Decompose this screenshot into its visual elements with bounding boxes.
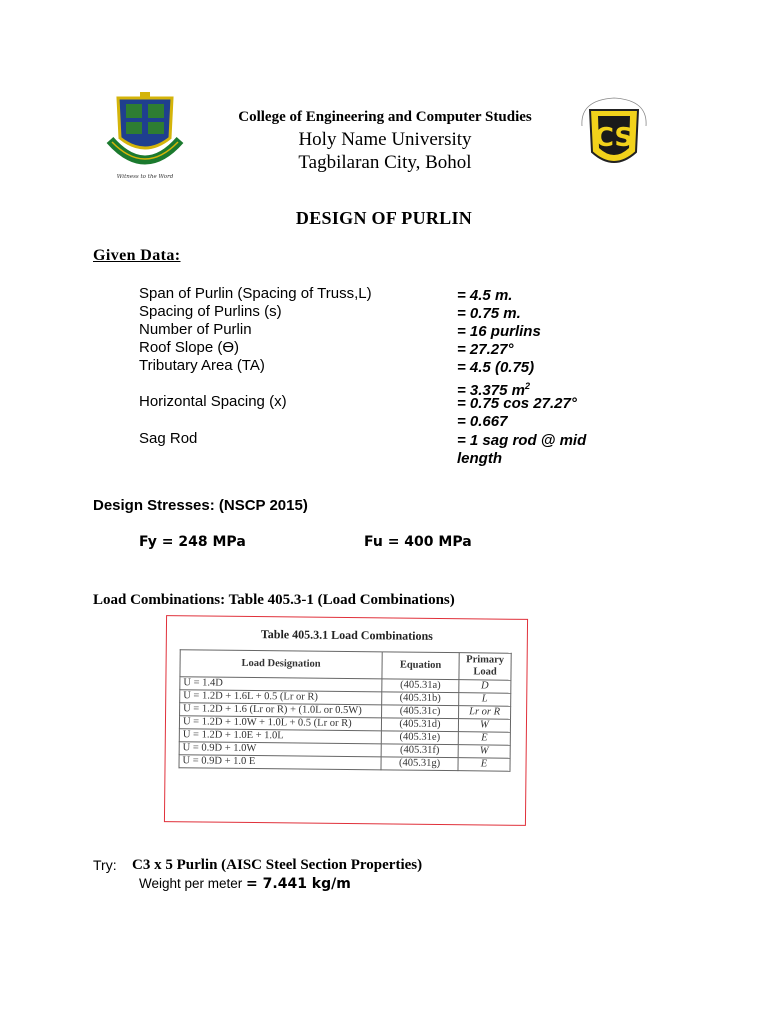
svg-text:CS: CS	[594, 123, 634, 153]
equation-cell: (405.31a)	[382, 679, 459, 693]
table-row	[179, 755, 510, 771]
given-value: = 0.75 cos 27.27°	[457, 395, 577, 412]
primary-load-cell: E	[458, 732, 510, 746]
equation-cell: (405.31f)	[381, 744, 458, 758]
weight-value: = 7.441 kg/m	[246, 876, 351, 892]
primary-load-cell: E	[458, 758, 510, 772]
given-value: = 27.27°	[457, 341, 514, 358]
designation-cell: U = 0.9D + 1.0 E	[179, 755, 381, 770]
fu-value: Fu = 400 MPa	[364, 534, 472, 550]
fy-value: Fy = 248 MPa	[139, 534, 246, 550]
given-label: Tributary Area (TA)	[139, 357, 265, 374]
given-value: = 0.667	[457, 413, 508, 430]
trial-section: C3 x 5 Purlin (AISC Steel Section Properties)	[132, 857, 423, 873]
given-label: Sag Rod	[139, 430, 198, 447]
given-value: = 4.5 (0.75)	[457, 359, 535, 376]
equation-cell: (405.31d)	[381, 718, 458, 732]
primary-load-cell: Lr or R	[459, 706, 511, 720]
university-logo	[104, 88, 186, 182]
designation-cell: U = 1.2D + 1.6L + 0.5 (Lr or R)	[180, 690, 382, 705]
given-data-heading: Given Data:	[93, 247, 181, 264]
given-label: Span of Purlin (Spacing of Truss,L)	[139, 285, 372, 302]
design-stresses-heading: Design Stresses: (NSCP 2015)	[93, 497, 308, 514]
university-city: Tagbilaran City, Bohol	[298, 152, 472, 173]
load-combinations-table-image	[164, 615, 528, 826]
given-value: = 1 sag rod @ mid length	[457, 432, 587, 467]
primary-load-cell: W	[458, 745, 510, 759]
designation-cell: U = 1.2D + 1.0E + 1.0L	[179, 729, 381, 744]
weight-per-meter	[139, 876, 351, 892]
weight-label: Weight per meter	[139, 876, 247, 891]
primary-load-cell: W	[458, 719, 510, 733]
designation-cell: U = 1.2D + 1.6 (Lr or R) + (1.0L or 0.5W)	[180, 703, 382, 718]
column-header: Primary Load	[459, 653, 511, 681]
given-label: Horizontal Spacing (x)	[139, 393, 287, 410]
load-combinations-heading: Load Combinations: Table 405.3-1 (Load Combinations)	[93, 592, 455, 608]
given-label: Number of Purlin	[139, 321, 252, 338]
table-caption: Table 405.3.1 Load Combinations	[260, 627, 433, 643]
table-header-row	[180, 650, 511, 680]
document-title: DESIGN OF PURLIN	[295, 208, 473, 228]
designation-cell: U = 0.9D + 1.0W	[179, 742, 381, 757]
designation-cell: U = 1.4D	[180, 677, 382, 692]
equation-cell: (405.31c)	[382, 705, 459, 719]
svg-text:Witness to the Word: Witness to the Word	[116, 174, 174, 180]
column-header: Load Designation	[180, 650, 382, 679]
given-label: Spacing of Purlins (s)	[139, 303, 282, 320]
university-name: Holy Name University	[298, 129, 472, 150]
load-combinations-table	[178, 649, 511, 771]
college-logo	[578, 96, 650, 176]
given-value: = 4.5 m.	[457, 287, 513, 304]
try-label: Try:	[93, 857, 117, 873]
given-value: = 3.375 $m^2$	[457, 381, 530, 399]
designation-cell: U = 1.2D + 1.0W + 1.0L + 0.5 (Lr or R)	[179, 716, 381, 731]
primary-load-cell: D	[459, 680, 511, 694]
given-value: = 0.75 m.	[457, 305, 521, 322]
equation-cell: (405.31b)	[382, 692, 459, 706]
college-name: College of Engineering and Computer Studies	[238, 109, 532, 125]
equation-cell: (405.31e)	[381, 731, 458, 745]
given-value: = 16 purlins	[457, 323, 541, 340]
equation-cell: (405.31g)	[381, 757, 458, 771]
given-label: Roof Slope (Ɵ)	[139, 339, 240, 356]
primary-load-cell: L	[459, 693, 511, 707]
column-header: Equation	[382, 652, 459, 680]
